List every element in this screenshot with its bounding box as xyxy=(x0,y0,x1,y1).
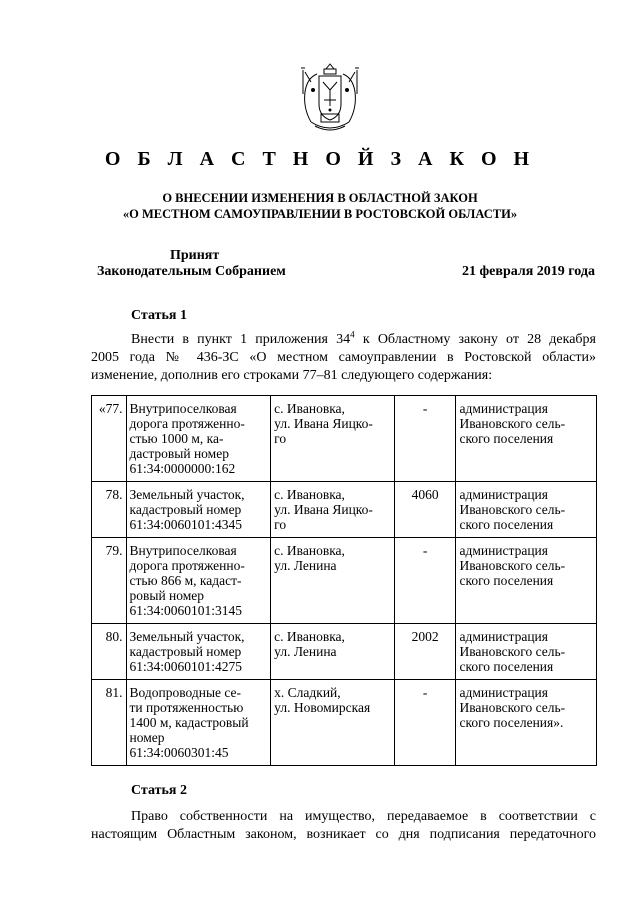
cell-line: Ивановского сель- xyxy=(459,700,566,715)
cell-line: стью 866 м, кадаст- xyxy=(129,573,242,588)
cell-line: Внутрипоселковая xyxy=(129,401,237,416)
law-subtitle-line: «О МЕСТНОМ САМОУПРАВЛЕНИИ В РОСТОВСКОЙ ОБЛАСТИ» xyxy=(122,207,518,221)
owner-cell xyxy=(456,538,597,624)
coat-of-arms-emblem xyxy=(297,60,363,136)
cell-line: ского поселения xyxy=(459,573,554,588)
address-cell xyxy=(271,538,395,624)
law-subtitle xyxy=(0,190,640,222)
cell-line: Ивановского сель- xyxy=(459,502,566,517)
cell-line: 61:34:0000000:162 xyxy=(129,461,236,476)
paragraph-line: настоящим Областным законом, возникает со дня подписания передаточного xyxy=(91,827,596,842)
cell-line: 1400 м, кадастровый xyxy=(129,715,249,730)
area-cell: - xyxy=(394,538,456,624)
cell-line: 61:34:0060101:4275 xyxy=(129,659,243,674)
cell-line: ского поселения». xyxy=(459,715,564,730)
address-cell xyxy=(271,624,395,680)
cell-line: ул. Ивана Яицко- xyxy=(274,502,373,517)
area-cell: 2002 xyxy=(394,624,456,680)
table-row xyxy=(92,680,597,766)
object-cell xyxy=(126,624,271,680)
law-title: О Б Л А С Т Н О Й З А К О Н xyxy=(104,148,536,170)
object-cell xyxy=(126,680,271,766)
cell-line: с. Ивановка, xyxy=(274,401,345,416)
cell-line: 61:34:0060101:3145 xyxy=(129,603,243,618)
table-row xyxy=(92,482,597,538)
address-cell xyxy=(271,482,395,538)
paragraph-line: изменение, дополнив его строками 77–81 следующего содержания: xyxy=(91,368,493,383)
cell-line: стью 1000 м, ка- xyxy=(129,431,224,446)
paragraph-line: 2005 года № 436-ЗС «О местном самоуправлении в Ростовской области» xyxy=(91,350,596,365)
cell-line: ул. Ленина xyxy=(274,644,337,659)
article-2-heading: Статья 2 xyxy=(131,783,187,798)
cell-line: ского поселения xyxy=(459,431,554,446)
cell-line: Ивановского сель- xyxy=(459,416,566,431)
object-cell xyxy=(126,396,271,482)
cell-line: го xyxy=(274,431,287,446)
row-number-cell: 80. xyxy=(92,624,127,680)
paragraph-line: Внести в пункт 1 приложения $34^4$ к Областному закону от 28 декабря xyxy=(131,329,596,347)
cell-line: ского поселения xyxy=(459,517,554,532)
cell-line: дорога протяженно- xyxy=(129,558,245,573)
cell-line: кадастровый номер xyxy=(129,644,242,659)
adopted-date: 21 февраля 2019 года xyxy=(462,264,595,279)
cell-line: дорога протяженно- xyxy=(129,416,245,431)
row-number-cell: 79. xyxy=(92,538,127,624)
cell-line: Внутрипоселковая xyxy=(129,543,237,558)
area-cell: - xyxy=(394,396,456,482)
area-cell: - xyxy=(394,680,456,766)
adopted-by: Законодательным Собранием xyxy=(97,264,286,279)
property-table xyxy=(91,395,597,766)
article-1-heading: Статья 1 xyxy=(131,308,187,323)
cell-line: ул. Новомирская xyxy=(274,700,371,715)
cell-line: администрация xyxy=(459,685,548,700)
cell-line: ровый номер xyxy=(129,588,205,603)
article-2-text xyxy=(91,808,596,844)
object-cell xyxy=(126,482,271,538)
cell-line: дастровый номер xyxy=(129,446,229,461)
cell-line: администрация xyxy=(459,401,548,416)
superscript: 4 xyxy=(350,329,355,340)
table-row xyxy=(92,538,597,624)
row-number-cell: 78. xyxy=(92,482,127,538)
address-cell xyxy=(271,396,395,482)
cell-line: ти протяженностью xyxy=(129,700,244,715)
owner-cell xyxy=(456,680,597,766)
cell-line: администрация xyxy=(459,487,548,502)
row-number-cell: «77. xyxy=(92,396,127,482)
cell-line: с. Ивановка, xyxy=(274,487,345,502)
cell-line: ского поселения xyxy=(459,659,554,674)
owner-cell xyxy=(456,624,597,680)
paragraph-line: Право собственности на имущество, передаваемое в соответствии с xyxy=(131,809,596,824)
cell-line: Земельный участок, xyxy=(129,487,245,502)
cell-line: Водопроводные се- xyxy=(129,685,242,700)
cell-line: Ивановского сель- xyxy=(459,644,566,659)
address-cell xyxy=(271,680,395,766)
cell-line: с. Ивановка, xyxy=(274,629,345,644)
table-row xyxy=(92,624,597,680)
row-number-cell: 81. xyxy=(92,680,127,766)
cell-line: 61:34:0060301:45 xyxy=(129,745,229,760)
cell-line: с. Ивановка, xyxy=(274,543,345,558)
object-cell xyxy=(126,538,271,624)
cell-line: 61:34:0060101:4345 xyxy=(129,517,243,532)
cell-line: администрация xyxy=(459,543,548,558)
cell-line: Земельный участок, xyxy=(129,629,245,644)
cell-line: х. Сладкий, xyxy=(274,685,341,700)
cell-line: го xyxy=(274,517,287,532)
owner-cell xyxy=(456,482,597,538)
table-row xyxy=(92,396,597,482)
adopted-label: Принят xyxy=(170,248,220,263)
cell-line: номер xyxy=(129,730,165,745)
cell-line: ул. Ленина xyxy=(274,558,337,573)
cell-line: ул. Ивана Яицко- xyxy=(274,416,373,431)
law-subtitle-line: О ВНЕСЕНИИ ИЗМЕНЕНИЯ В ОБЛАСТНОЙ ЗАКОН xyxy=(162,191,478,205)
article-1-text xyxy=(91,331,596,385)
cell-line: администрация xyxy=(459,629,548,644)
cell-line: кадастровый номер xyxy=(129,502,242,517)
owner-cell xyxy=(456,396,597,482)
cell-line: Ивановского сель- xyxy=(459,558,566,573)
area-cell: 4060 xyxy=(394,482,456,538)
